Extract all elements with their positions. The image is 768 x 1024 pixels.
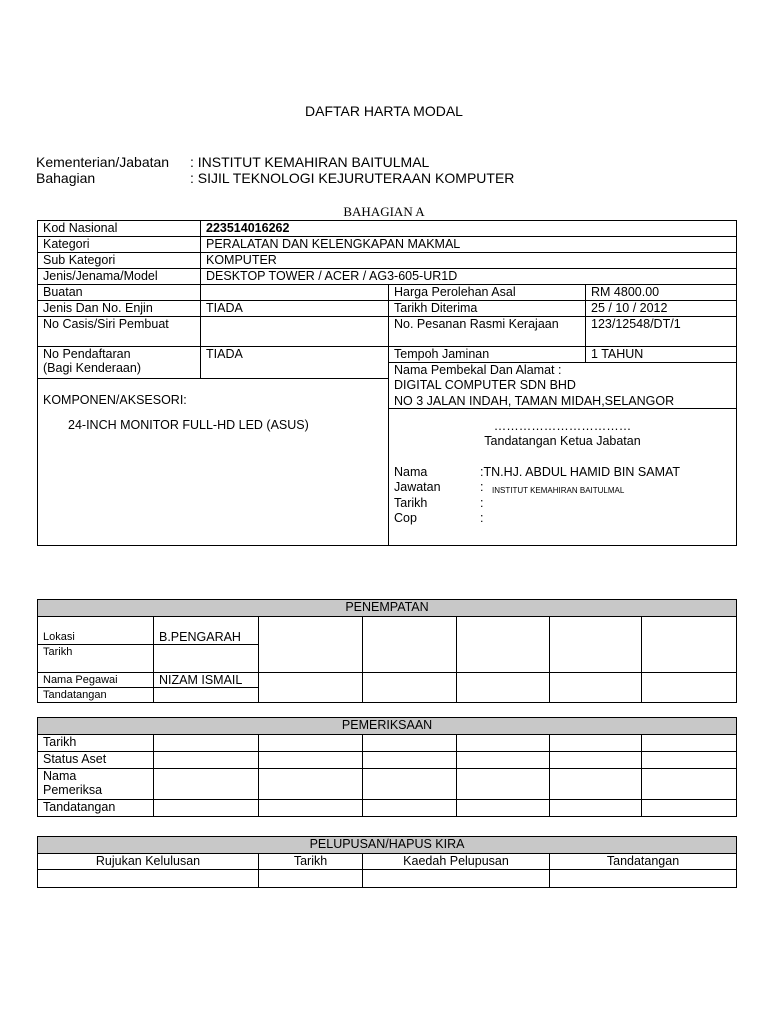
- col-rujukan-kelulusan: Rujukan Kelulusan: [38, 854, 259, 870]
- kod-nasional-label: Kod Nasional: [38, 221, 201, 237]
- pemeriksaan-cell: [550, 735, 642, 752]
- penempatan-table: [37, 599, 737, 703]
- jenis-value: DESKTOP TOWER / ACER / AG3-605-UR1D: [201, 269, 737, 285]
- penempatan-cell: [363, 617, 457, 673]
- pendaftaran-label: No Pendaftaran (Bagi Kenderaan): [38, 347, 201, 379]
- penempatan-cell: [259, 673, 363, 703]
- penempatan-cell: [457, 617, 550, 673]
- header-bahagian-label: Bahagian: [36, 170, 96, 186]
- pemeriksaan-cell: [550, 752, 642, 769]
- sub-kategori-label: Sub Kategori: [38, 253, 201, 269]
- pegawai-value: NIZAM ISMAIL: [154, 673, 259, 688]
- cop-value: :: [480, 511, 484, 525]
- komponen-value: 24-INCH MONITOR FULL-HD LED (ASUS): [68, 418, 309, 432]
- pemeriksaan-cell: [457, 800, 550, 817]
- penempatan-tandatangan-value: [154, 688, 259, 703]
- pemeriksaan-cell: [363, 800, 457, 817]
- pemeriksaan-cell: [457, 769, 550, 800]
- col-tandatangan: Tandatangan: [550, 854, 737, 870]
- pesanan-label: No. Pesanan Rasmi Kerajaan: [389, 317, 586, 347]
- pembekal-label: Nama Pembekal Dan Alamat :: [394, 363, 562, 377]
- sub-kategori-value: KOMPUTER: [201, 253, 737, 269]
- header-kementerian-label: Kementerian/Jabatan: [36, 154, 170, 170]
- pemeriksaan-cell: [550, 800, 642, 817]
- bahagian-a-table: [37, 220, 737, 546]
- pemeriksaan-cell: [642, 752, 737, 769]
- pegawai-label: Nama Pegawai: [38, 673, 154, 688]
- penempatan-heading: PENEMPATAN: [38, 600, 737, 617]
- tarikh-label: Tarikh: [394, 496, 428, 510]
- pemeriksaan-cell: [363, 752, 457, 769]
- pemeriksaan-cell: [550, 769, 642, 800]
- harga-label: Harga Perolehan Asal: [389, 285, 586, 301]
- pemeriksaan-tandatangan-label: Tandatangan: [38, 800, 154, 817]
- pemeriksaan-cell: [642, 769, 737, 800]
- pelupusan-cell: [550, 870, 737, 888]
- pendaftaran-value: TIADA: [201, 347, 389, 379]
- pemeriksaan-cell: [259, 752, 363, 769]
- pembekal-name: DIGITAL COMPUTER SDN BHD: [394, 378, 576, 392]
- page-title: DAFTAR HARTA MODAL: [305, 103, 463, 119]
- nama-label: Nama: [394, 465, 428, 479]
- pelupusan-cell: [259, 870, 363, 888]
- jawatan-colon: :: [480, 480, 484, 494]
- tempoh-label: Tempoh Jaminan: [389, 347, 586, 363]
- kategori-value: PERALATAN DAN KELENGKAPAN MAKMAL: [201, 237, 737, 253]
- pemeriksaan-cell: [457, 735, 550, 752]
- pemeriksaan-cell: [457, 752, 550, 769]
- enjin-value: TIADA: [201, 301, 389, 317]
- pemeriksaan-cell: [154, 752, 259, 769]
- jenis-label: Jenis/Jenama/Model: [38, 269, 201, 285]
- jawatan-value: INSTITUT KEMAHIRAN BAITULMAL: [492, 486, 625, 495]
- pemeriksaan-cell: [642, 735, 737, 752]
- pemeriksaan-heading: PEMERIKSAAN: [38, 718, 737, 735]
- cop-label: Cop: [394, 511, 417, 525]
- col-tarikh: Tarikh: [259, 854, 363, 870]
- nama-value: :TN.HJ. ABDUL HAMID BIN SAMAT: [480, 465, 681, 479]
- pemeriksaan-cell: [154, 769, 259, 800]
- pelupusan-table: [37, 836, 737, 888]
- pemeriksaan-cell: [259, 735, 363, 752]
- penempatan-cell: [259, 617, 363, 673]
- penempatan-cell: [550, 617, 642, 673]
- tarikh-diterima-value: 25 / 10 / 2012: [586, 301, 737, 317]
- pelupusan-cell: [38, 870, 259, 888]
- komponen-label: KOMPONEN/AKSESORI:: [43, 393, 187, 407]
- kategori-label: Kategori: [38, 237, 201, 253]
- pemeriksaan-table: [37, 717, 737, 817]
- pembekal-cell: [389, 363, 737, 409]
- header-bahagian-value: : SIJIL TEKNOLOGI KEJURUTERAAN KOMPUTER: [190, 170, 515, 186]
- pemeriksaan-cell: [642, 800, 737, 817]
- status-aset-label: Status Aset: [38, 752, 154, 769]
- bahagian-a-heading: BAHAGIAN A: [343, 204, 425, 219]
- nama-pemeriksa-label: Nama Pemeriksa: [38, 769, 154, 800]
- penempatan-cell: [642, 673, 737, 703]
- penempatan-cell: [457, 673, 550, 703]
- penempatan-tarikh-value: [154, 645, 259, 673]
- jawatan-label: Jawatan: [394, 480, 441, 494]
- buatan-value: [201, 285, 389, 301]
- pemeriksaan-tarikh-label: Tarikh: [38, 735, 154, 752]
- enjin-label: Jenis Dan No. Enjin: [38, 301, 201, 317]
- pemeriksaan-cell: [259, 800, 363, 817]
- lokasi-label: Lokasi: [38, 617, 154, 645]
- penempatan-tandatangan-label: Tandatangan: [38, 688, 154, 703]
- pemeriksaan-cell: [363, 735, 457, 752]
- casis-value: [201, 317, 389, 347]
- tarikh-value: :: [480, 496, 484, 510]
- penempatan-tarikh-label: Tarikh: [38, 645, 154, 673]
- casis-label: No Casis/Siri Pembuat: [38, 317, 201, 347]
- col-kaedah-pelupusan: Kaedah Pelupusan: [363, 854, 550, 870]
- pembekal-address: NO 3 JALAN INDAH, TAMAN MIDAH,SELANGOR: [394, 394, 675, 408]
- pelupusan-heading: PELUPUSAN/HAPUS KIRA: [38, 837, 737, 854]
- pemeriksaan-cell: [363, 769, 457, 800]
- penempatan-cell: [642, 617, 737, 673]
- buatan-label: Buatan: [38, 285, 201, 301]
- komponen-cell: [38, 379, 389, 546]
- tarikh-diterima-label: Tarikh Diterima: [389, 301, 586, 317]
- penempatan-cell: [363, 673, 457, 703]
- pemeriksaan-cell: [154, 735, 259, 752]
- pemeriksaan-cell: [259, 769, 363, 800]
- penempatan-cell: [550, 673, 642, 703]
- pelupusan-cell: [363, 870, 550, 888]
- harga-value: RM 4800.00: [586, 285, 737, 301]
- pesanan-value: 123/12548/DT/1: [586, 317, 737, 347]
- signature-dots: ……………………………: [493, 419, 632, 433]
- header-kementerian-value: : INSTITUT KEMAHIRAN BAITULMAL: [190, 154, 430, 170]
- signature-caption: Tandatangan Ketua Jabatan: [484, 434, 641, 448]
- lokasi-value: B.PENGARAH: [154, 617, 259, 645]
- signature-cell: [389, 409, 737, 546]
- kod-nasional-value: 223514016262: [201, 221, 737, 237]
- pemeriksaan-cell: [154, 800, 259, 817]
- tempoh-value: 1 TAHUN: [586, 347, 737, 363]
